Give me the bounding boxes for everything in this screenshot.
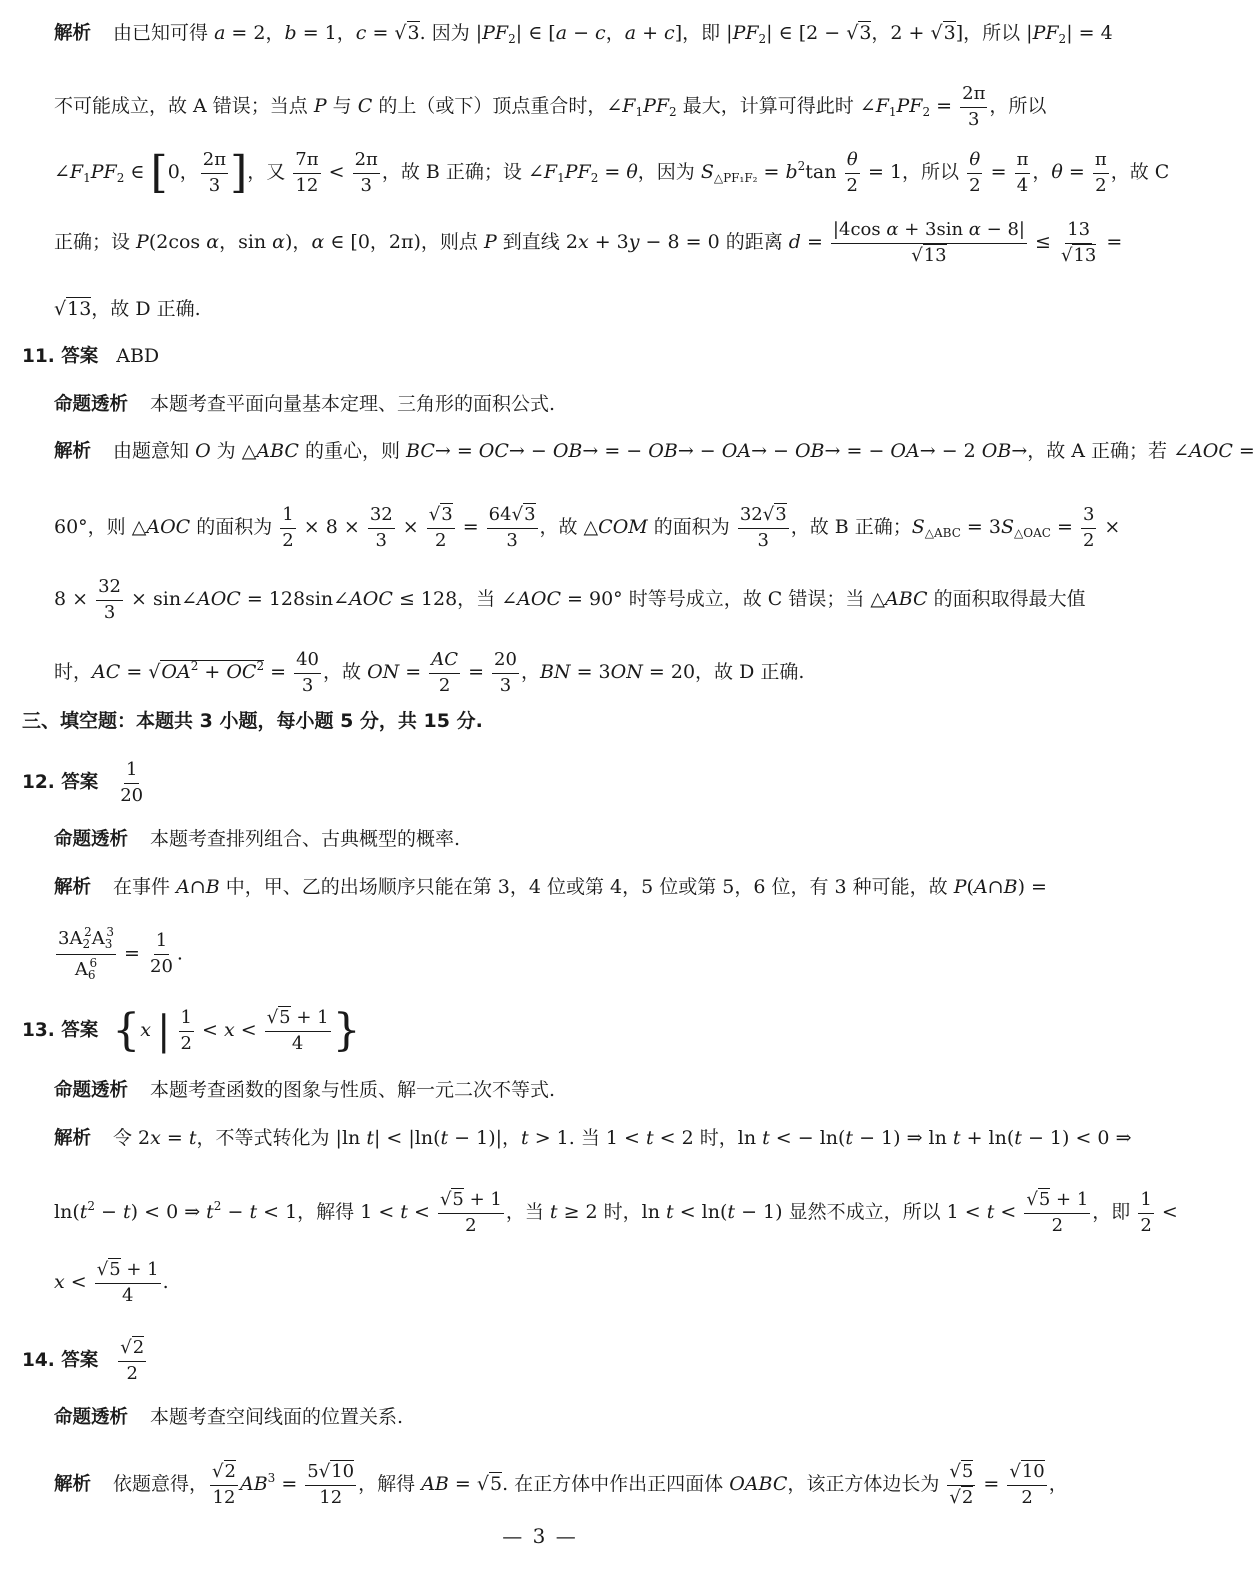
- p10-line-2: 不可能成立，故 A 错误；当点 P 与 C 的上（或下）顶点重合时，$\angle F_1PF_2$ 最大，计算可得此时 $\angle F_1PF_2$ = $\frac{2\pi}{3}$ ，所以: [54, 83, 1047, 130]
- q12-intent-line: 命题透析 本题考查排列组合、古典概型的概率.: [54, 828, 461, 850]
- p10-line-5: √ 13，故 D 正确.: [54, 300, 201, 319]
- q12-answer-line: 12. 答案 $\frac{1}{20}$: [22, 759, 144, 806]
- q11-intent-line: 命题透析 本题考查平面向量基本定理、三角形的面积公式.: [54, 393, 556, 415]
- q13-intent-line: 命题透析 本题考查函数的图象与性质、解一元二次不等式.: [54, 1079, 556, 1101]
- q11-line-3: 8 × $\frac{32}{3}$ × sin∠AOC = 128sin∠AOC ≤ 128，当 ∠AOC = 90° 时等号成立，故 C 错误；当 △ABC 的面积取得最大值: [54, 576, 1086, 623]
- page-number: — 3 —: [502, 1524, 578, 1548]
- q11-line-4: 时，AC = √ $OA^2 + OC^2$ = $\frac{40}{3}$ ，故 ON = $\frac{AC}{2}$ = $\frac{20}{3}$ ，BN = 3ON = 20，故 D 正确.: [54, 650, 804, 696]
- q12-line-1: 解析 在事件 A∩B 中，甲、乙的出场顺序只能在第 3，4 位或第 4，5 位或第 5，6 位，有 3 种可能，故 P(A∩B) =: [54, 876, 1047, 898]
- q13-line-2: $\ln(t^2 - t) < 0$ ⇒ $t^2 - t < 1$，解得 1 < t < √ $\frac{5 + 1}{2}$ ，当 t ≥ 2 时，ln t < ln(t − 1) 显然不成立，所以 1 < t < √ $\frac{5 + 1}{2}$ ，即 $\frac{1}{2}$ <: [54, 1190, 1178, 1236]
- q12-answer: $\frac{1}{20}$: [120, 759, 144, 806]
- q11-answer: ABD: [116, 345, 160, 367]
- section-3-heading: 三、填空题：本题共 3 小题，每小题 5 分，共 15 分.: [22, 710, 483, 732]
- q13-answer-line: 13. 答案 {x | $\frac{1}{2}$ < x < √ $\frac{5 + 1}{4}$ }: [22, 1008, 361, 1054]
- q14-line-1: 解析 依题意得， √ $\frac{2}{12}$ $AB^3$ = $\frac{5√ 10}{12}$ ，解得 AB = √ 5. 在正方体中作出正四面体 OABC，该正方体边长为 √ 5 √ 2 = √ $\frac{10}{2}$ ，: [54, 1462, 1068, 1508]
- q14-intent-line: 命题透析 本题考查空间线面的位置关系.: [54, 1406, 404, 1428]
- q14-intent: 本题考查空间线面的位置关系.: [150, 1406, 404, 1428]
- q14-answer-line: 14. 答案 √ $\frac{2}{2}$: [22, 1338, 148, 1384]
- q12-intent: 本题考查排列组合、古典概型的概率.: [150, 828, 461, 850]
- q13-intent: 本题考查函数的图象与性质、解一元二次不等式.: [150, 1079, 556, 1101]
- p10-line-1: 解析 由已知可得 a = 2，b = 1，c = √ 3. 因为 $|PF_2|$ ∈ [a − c，a + c]，即 $|PF_2|$ ∈ [2 − √ 3，2 + √ 3]，所以 $|PF_2| = 4$: [54, 24, 1113, 45]
- q11-answer-line: 11. 答案 ABD: [22, 345, 160, 367]
- q14-answer: √ $\frac{2}{2}$: [118, 1338, 146, 1384]
- p10-line-3: $\angle F_1PF_2$ ∈ [0， $\frac{2\pi}{3}$ ]，又 $\frac{7\pi}{12}$ < $\frac{2\pi}{3}$ ，故 B 正确；设 $\angle F_1PF_2 = \theta$，因为 $S_{\triangle PF_1F_2} = b^2\tan$ $\frac{\theta}{2}$ = 1，所以 $\frac{\theta}{2}$ = $\frac{\pi}{4}$ ，θ = $\frac{\pi}{2}$ ，故 C: [54, 147, 1170, 199]
- q12-line-2: $\frac{3A_2^2A_3^3}{A_6^6}$ = $\frac{1}{20}$ .: [58, 925, 183, 982]
- q11-line-2: 60°，则 △AOC 的面积为 $\frac{1}{2}$ × 8 × $\frac{32}{3}$ × √ $\frac{3}{2}$ = $\frac{64√ 3}{3}$ ，故 △COM 的面积为 $\frac{32√ 3}{3}$ ，故 B 正确；$S_{\triangle ABC} = 3S_{\triangle OAC}$ = $\frac{3}{2}$ ×: [54, 505, 1120, 551]
- q13-answer: {x | $\frac{1}{2}$ < x < √ $\frac{5 + 1}{4}$ }: [112, 1019, 360, 1041]
- q13-line-3: x < √ $\frac{5 + 1}{4}$ .: [54, 1260, 169, 1306]
- q13-line-1: 解析 令 2x = t，不等式转化为 |ln t| < |ln(t − 1)|，t > 1. 当 1 < t < 2 时，ln t < − ln(t − 1) ⇒ ln t + ln(t − 1) < 0 ⇒: [54, 1127, 1132, 1149]
- q11-line-1: 解析 由题意知 O 为 △ABC 的重心，则 BC→ = OC→ − OB→ = − OB→ − OA→ − OB→ = − OA→ − 2 OB→，故 A 正确；若 ∠AOC =: [54, 440, 1255, 462]
- q11-intent: 本题考查平面向量基本定理、三角形的面积公式.: [150, 393, 556, 415]
- p10-line-4: 正确；设 P(2cos α，sin α)，α ∈ [0，2π)，则点 P 到直线 2x + 3y − 8 = 0 的距离 d = |4cos α + 3sin α − 8| √ 13 ≤ 13 √ 13 =: [54, 220, 1122, 266]
